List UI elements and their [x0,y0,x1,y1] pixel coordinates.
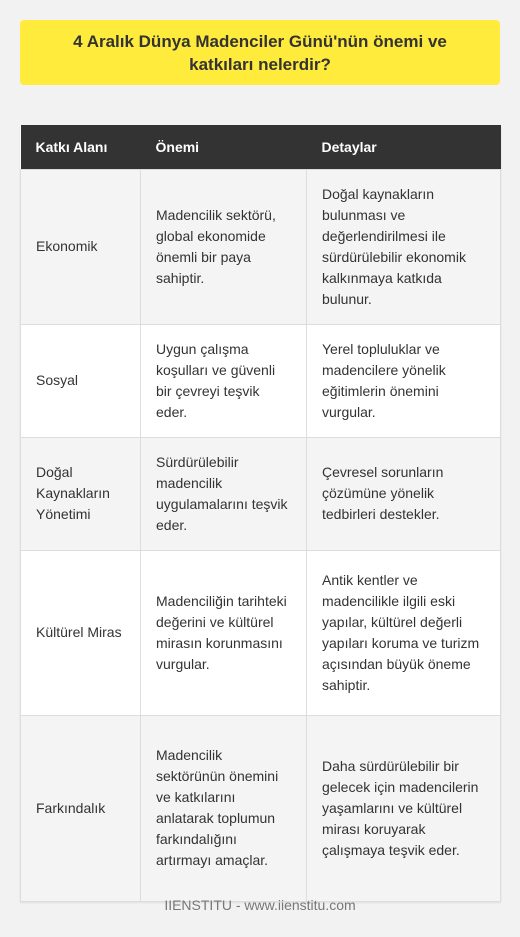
table-row [21,169,501,324]
table-cell-importance: Sürdürülebilir madencilik uygulamalarını teşvik eder. [141,437,307,550]
table-row [21,550,501,715]
table-cell-importance: Madencilik sektörü, global ekonomide önemli bir paya sahiptir. [141,169,307,324]
table-cell-importance: Madenciliğin tarihteki değerini ve kültürel mirasın korunmasını vurgular. [141,550,307,715]
footer-credit: IIENSTITU - www.iienstitu.com [164,897,356,913]
table-cell-details: Antik kentler ve madencilikle ilgili eski yapılar, kültürel değerli yapıları koruma ve turizm açısından büyük öneme sahiptir. [307,550,501,715]
contributions-table [20,125,501,902]
table-header-row [21,125,501,169]
table-cell-area: Sosyal [21,324,141,437]
table-cell-details: Yerel topluluklar ve madencilere yönelik eğitimlerin önemini vurgular. [307,324,501,437]
table-cell-importance: Madencilik sektörünün önemini ve katkılarını anlatarak toplumun farkındalığını artırmayı amaçlar. [141,715,307,901]
column-header-details: Detaylar [307,125,501,169]
table-cell-details: Doğal kaynakların bulunması ve değerlendirilmesi ile sürdürülebilir ekonomik kalkınmaya katkıda bulunur. [307,169,501,324]
table-row [21,324,501,437]
table-cell-area: Ekonomik [21,169,141,324]
table-cell-details: Çevresel sorunların çözümüne yönelik tedbirleri destekler. [307,437,501,550]
table-cell-area: Doğal Kaynakların Yönetimi [21,437,141,550]
table-cell-details: Daha sürdürülebilir bir gelecek için madencilerin yaşamlarını ve kültürel mirası koruyarak çalışmaya teşvik eder. [307,715,501,901]
table-row [21,437,501,550]
column-header-area: Katkı Alanı [21,125,141,169]
table-cell-area: Kültürel Miras [21,550,141,715]
table-cell-importance: Uygun çalışma koşulları ve güvenli bir çevreyi teşvik eder. [141,324,307,437]
table-row [21,715,501,901]
page-title: 4 Aralık Dünya Madenciler Günü'nün önemi ve katkıları nelerdir? [73,31,447,74]
column-header-importance: Önemi [141,125,307,169]
table-cell-area: Farkındalık [21,715,141,901]
title-banner [20,20,500,85]
